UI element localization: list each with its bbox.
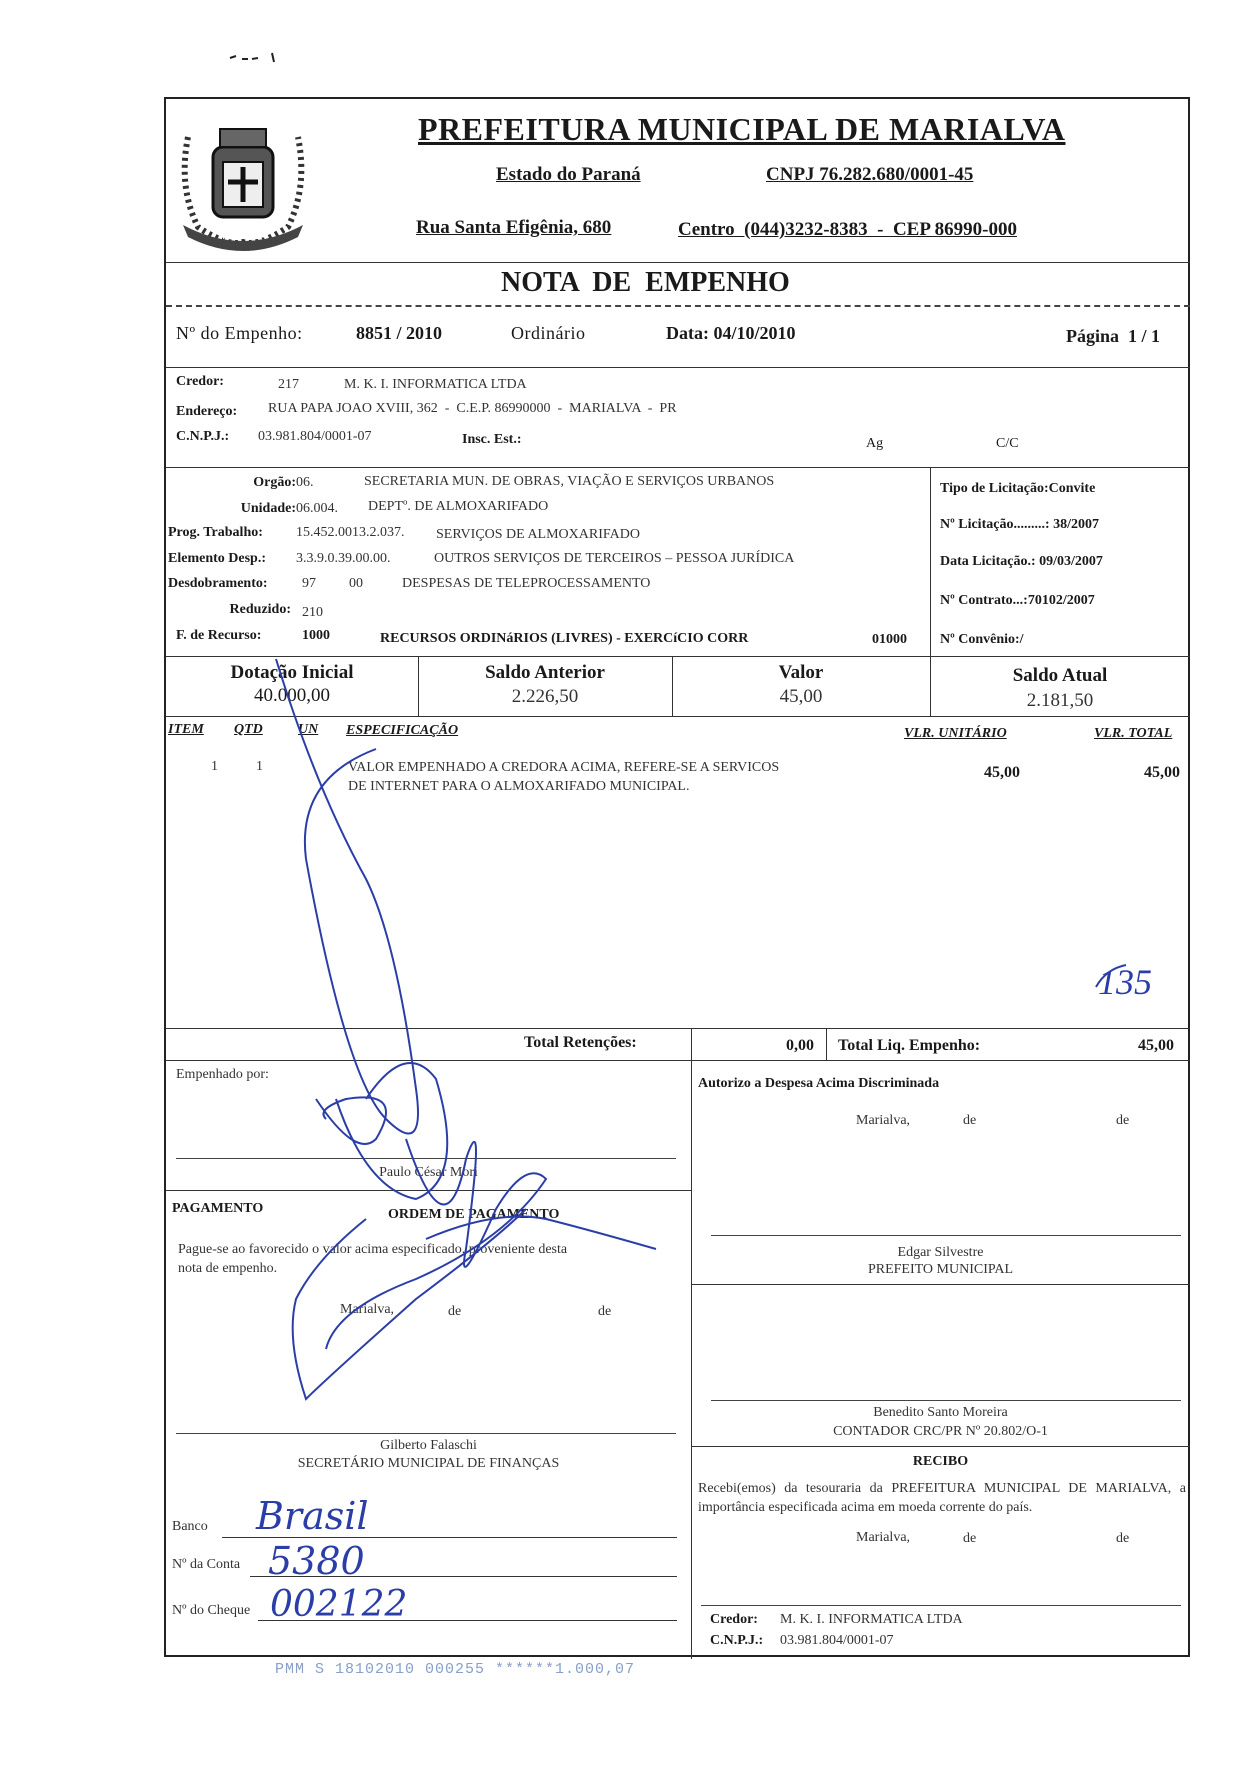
insc-label: Insc. Est.: (462, 432, 522, 447)
col-item: ITEM (168, 722, 204, 737)
recibo-credor-label: Credor: (710, 1612, 758, 1627)
page-counter: Página 1 / 1 (1066, 326, 1161, 346)
autorizo-de1: de (963, 1113, 977, 1128)
banco-label: Banco (172, 1519, 208, 1534)
cheque-label: Nº do Cheque (172, 1603, 251, 1618)
empenho-form (164, 97, 1190, 1657)
numero-convenio: Nº Convênio:/ (940, 632, 1024, 647)
recibo-place: Marialva, (856, 1530, 911, 1545)
handwritten-conta: 5380 (268, 1539, 365, 1583)
credor-label: Credor: (176, 374, 224, 389)
autorizo-label: Autorizo a Despesa Acima Discriminada (698, 1076, 940, 1091)
header-state: Estado do Paraná (496, 164, 641, 185)
pagamento-label: PAGAMENTO (172, 1201, 264, 1216)
recibo-credor-name: M. K. I. INFORMATICA LTDA (780, 1612, 963, 1627)
dotacao-inicial-value: 40.000,00 (254, 685, 330, 706)
liq-empenho-label: Total Liq. Empenho: (838, 1037, 981, 1054)
numero-licitacao: Nº Licitação.........: 38/2007 (940, 517, 1099, 532)
crest-ribbon-label: MARIALVA (220, 231, 267, 241)
item-qtd: 1 (256, 759, 263, 774)
retencoes-label: Total Retenções: (524, 1034, 637, 1051)
cc-label: C/C (996, 436, 1019, 451)
col-un: UN (298, 722, 319, 737)
col-vlr-unitario: VLR. UNITÁRIO (904, 726, 1007, 741)
processing-stamp: PMM S 18102010 000255 ******1.000,07 (275, 1661, 636, 1678)
desdobramento-b: 00 (349, 576, 363, 591)
header-address: Rua Santa Efigênia, 680 (416, 217, 612, 238)
desdobramento-name: DESPESAS DE TELEPROCESSAMENTO (402, 576, 651, 591)
prog-label: Prog. Trabalho: (168, 525, 263, 540)
cnpj-label: C.N.P.J.: (176, 429, 230, 444)
credor-code: 217 (278, 377, 299, 392)
recibo-de2: de (1116, 1531, 1130, 1546)
handwritten-page-number: 135 (1098, 962, 1152, 1002)
empenho-number-label: Nº do Empenho: (176, 323, 303, 343)
recurso-number: 01000 (872, 632, 907, 647)
reduzido-value: 210 (302, 605, 323, 620)
item-spec-line1: VALOR EMPENHADO A CREDORA ACIMA, REFERE-SE A SERVICOS (348, 760, 780, 775)
elemento-label: Elemento Desp.: (168, 551, 266, 566)
dotacao-inicial-label: Dotação Inicial (230, 662, 354, 683)
desdobramento-a: 97 (302, 576, 316, 591)
saldo-anterior-value: 2.226,50 (511, 686, 579, 707)
autorizo-place: Marialva, (856, 1113, 911, 1128)
data-licitacao: Data Licitação.: 09/03/2007 (940, 554, 1103, 569)
empenho-type: Ordinário (511, 323, 586, 343)
saldo-atual-label: Saldo Atual (1012, 665, 1108, 686)
ordem-pagamento: ORDEM DE PAGAMENTO (388, 1207, 560, 1222)
item-total-value: 45,00 (1144, 764, 1180, 781)
pagamento-de1: de (448, 1304, 462, 1319)
orgao-name: SECRETARIA MUN. DE OBRAS, VIAÇÃO E SERVIÇOS URBANOS (364, 474, 775, 489)
numero-contrato: Nº Contrato...:70102/2007 (940, 593, 1095, 608)
prog-name: SERVIÇOS DE ALMOXARIFADO (436, 527, 640, 542)
unidade-code: 06.004. (296, 501, 338, 516)
endereco-label: Endereço: (176, 404, 238, 419)
credor-endereco: RUA PAPA JOAO XVIII, 362 - C.E.P. 86990000 - MARIALVA - PR (268, 401, 677, 416)
col-especificacao: ESPECIFICAÇÃO (346, 723, 459, 738)
item-number: 1 (211, 759, 218, 774)
recibo-cnpj: 03.981.804/0001-07 (780, 1633, 894, 1648)
desdobramento-label: Desdobramento: (168, 576, 268, 591)
contador-role: CONTADOR CRC/PR Nº 20.802/O-1 (833, 1424, 1048, 1439)
recurso-label: F. de Recurso: (176, 628, 262, 643)
recibo-de1: de (963, 1531, 977, 1546)
handwritten-banco: Brasil (256, 1494, 369, 1538)
ag-label: Ag (866, 436, 884, 451)
empenho-date: Data: 04/10/2010 (666, 323, 796, 343)
unidade-label: Unidade: (240, 501, 296, 516)
empenhado-label: Empenhado por: (176, 1067, 269, 1082)
item-spec-line2: DE INTERNET PARA O ALMOXARIFADO MUNICIPAL. (348, 779, 690, 794)
corner-marks (228, 50, 298, 64)
recibo-title: RECIBO (912, 1454, 969, 1469)
col-qtd: QTD (234, 722, 263, 737)
valor-label: Valor (778, 662, 824, 683)
orgao-label: Orgão: (253, 475, 296, 490)
elemento-code: 3.3.9.0.39.00.00. (296, 551, 391, 566)
credor-cnpj: 03.981.804/0001-07 (258, 429, 372, 444)
recurso-name: RECURSOS ORDINáRIOS (LIVRES) - EXERCíCIO CORR (380, 631, 749, 646)
liq-empenho-value: 45,00 (1138, 1037, 1174, 1054)
pagamento-text-line2: nota de empenho. (178, 1261, 278, 1276)
handwritten-cheque: 002122 (270, 1584, 408, 1625)
signature-strokes (166, 99, 1192, 1659)
header-title: PREFEITURA MUNICIPAL DE MARIALVA (418, 111, 1066, 147)
reduzido-label: Reduzido: (229, 602, 291, 617)
unidade-name: DEPTº. DE ALMOXARIFADO (368, 499, 549, 514)
col-vlr-total: VLR. TOTAL (1094, 726, 1173, 741)
autorizo-de2: de (1116, 1113, 1130, 1128)
orgao-code: 06. (296, 475, 314, 490)
empenho-number: 8851 / 2010 (356, 323, 443, 343)
empenhado-name: Paulo César Mori (379, 1165, 478, 1180)
header-contact: Centro (044)3232-8383 - CEP 86990-000 (678, 219, 1017, 240)
secretario-role: SECRETÁRIO MUNICIPAL DE FINANÇAS (297, 1456, 560, 1471)
saldo-anterior-label: Saldo Anterior (485, 662, 605, 683)
doc-title: NOTA DE EMPENHO (501, 267, 790, 298)
pagamento-text-line1: Pague-se ao favorecido o valor acima especificado, proveniente desta (178, 1242, 568, 1257)
recibo-cnpj-label: C.N.P.J.: (710, 1633, 764, 1648)
item-unit-value: 45,00 (984, 764, 1020, 781)
tipo-licitacao: Tipo de Licitação:Convite (940, 481, 1096, 496)
recurso-code: 1000 (302, 628, 330, 643)
prefeito-name: Edgar Silvestre (897, 1245, 984, 1260)
conta-label: Nº da Conta (172, 1557, 241, 1572)
elemento-name: OUTROS SERVIÇOS DE TERCEIROS – PESSOA JURÍDICA (434, 551, 795, 566)
recibo-text: Recebi(emos) da tesouraria da PREFEITURA MUNICIPAL DE MARIALVA, a importância especificada acima em moeda corrente do país. (698, 1481, 1186, 1515)
saldo-atual-value: 2.181,50 (1026, 690, 1094, 711)
header-cnpj: CNPJ 76.282.680/0001-45 (766, 164, 974, 185)
pagamento-place: Marialva, (340, 1302, 395, 1317)
contador-name: Benedito Santo Moreira (873, 1405, 1008, 1420)
valor-value: 45,00 (779, 686, 823, 707)
prefeito-role: PREFEITO MUNICIPAL (867, 1262, 1014, 1277)
prog-code: 15.452.0013.2.037. (296, 525, 405, 540)
retencoes-value: 0,00 (786, 1037, 814, 1054)
secretario-name: Gilberto Falaschi (380, 1438, 477, 1453)
pagamento-de2: de (598, 1304, 612, 1319)
credor-name: M. K. I. INFORMATICA LTDA (344, 377, 527, 392)
